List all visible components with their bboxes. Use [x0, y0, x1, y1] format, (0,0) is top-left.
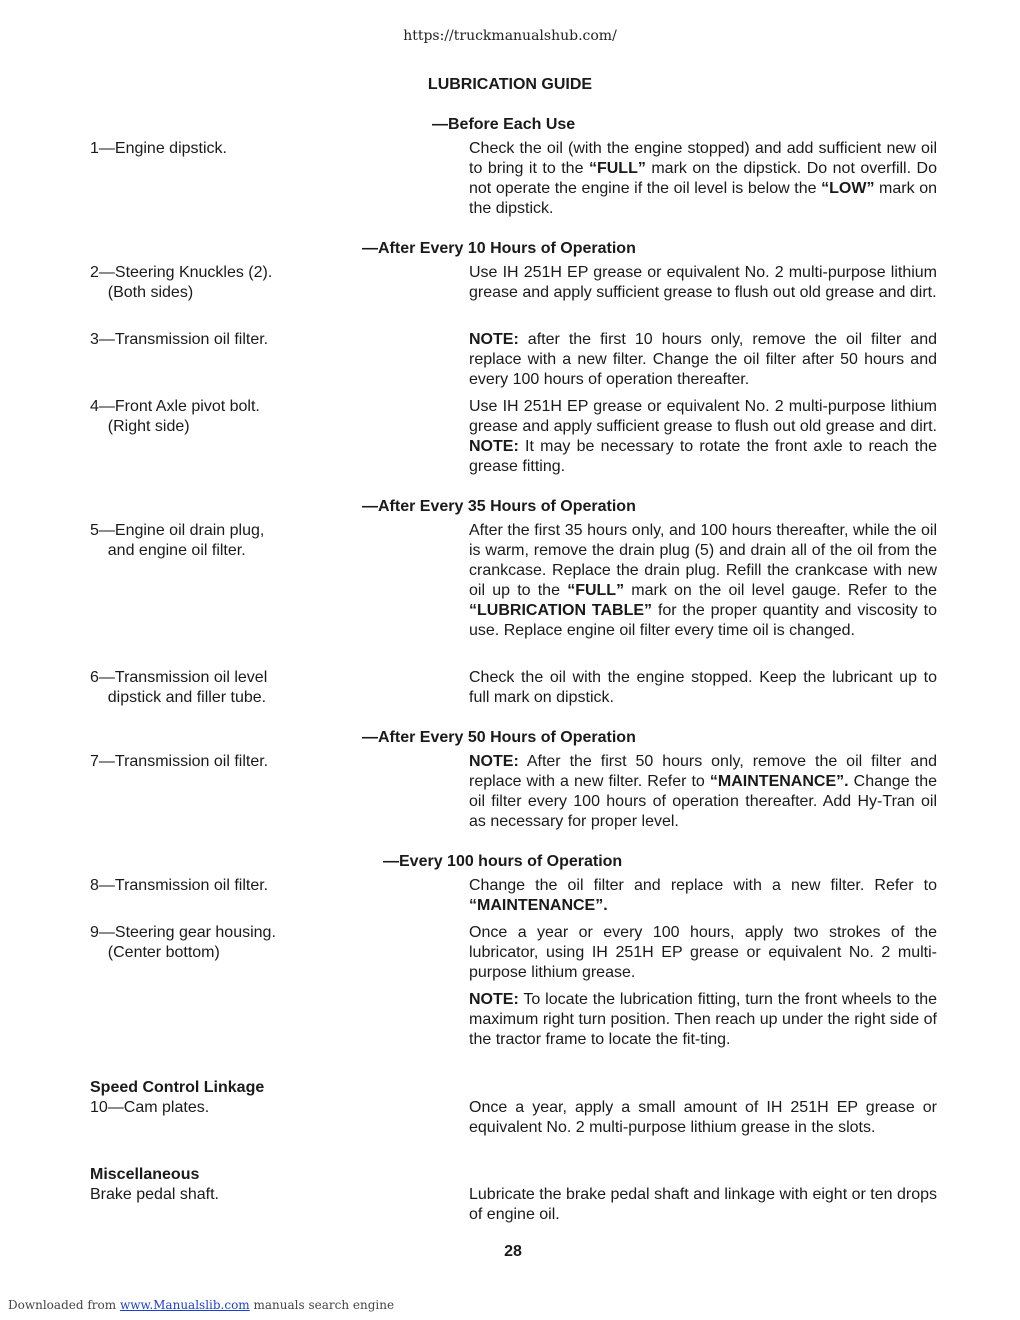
text-100-hours-filter: Change the oil filter and replace with a new filter. Refer to “MAINTENANCE”. [469, 877, 937, 914]
label-transmission-filter-3: 8—Transmission oil filter. [90, 877, 269, 894]
heading-speed-control: Speed Control Linkage [90, 1079, 265, 1096]
section-50-hours: —After Every 50 Hours of Operation [362, 729, 636, 746]
label-engine-oil-drain: 5—Engine oil drain plug, and engine oil filter. [90, 522, 265, 559]
section-before-each-use: —Before Each Use [432, 116, 576, 133]
footer [8, 1298, 394, 1312]
page-title: LUBRICATION GUIDE [427, 76, 593, 93]
text-front-axle: Use IH 251H EP grease or equivalent No. 2 multi-purpose lithium grease and apply sufficient grease to flush out old grease and dirt. NOTE: It may be necessary to rotate the front axle to reach the grease fitting. [469, 398, 937, 475]
page-number: 28 [504, 1243, 522, 1260]
section-100-hours: —Every 100 hours of Operation [383, 853, 623, 870]
footer-suffix: manuals search engine [249, 1298, 395, 1312]
section-35-hours: —After Every 35 Hours of Operation [362, 498, 636, 515]
label-engine-dipstick: 1—Engine dipstick. [90, 140, 227, 157]
text-steering-gear: Once a year or every 100 hours, apply two strokes of the lubricator, using IH 251H EP grease or equivalent No. 2 multi-purpose lithium grease. [469, 924, 937, 981]
footer-link[interactable]: www.Manualslib.com [119, 1298, 250, 1312]
text-cam-plates: Once a year, apply a small amount of IH 251H EP grease or equivalent No. 2 multi-purpose lithium grease in the slots. [469, 1099, 937, 1136]
section-10-hours: —After Every 10 Hours of Operation [362, 240, 636, 257]
text-50-hours: NOTE: After the first 50 hours only, remove the oil filter and replace with a new filter. Refer to “MAINTENANCE”. Change the oil filter every 100 hours of operation thereafter. Add Hy-Tran oil as necessary for proper level. [469, 753, 937, 830]
label-steering-gear: 9—Steering gear housing. (Center bottom) [90, 924, 276, 961]
label-brake-pedal: Brake pedal shaft. [90, 1186, 219, 1203]
text-transmission-filter-note: NOTE: after the first 10 hours only, remove the oil filter and replace with a new filter. Change the oil filter after 50 hours and every 100 hours of operation thereafter. [469, 331, 937, 388]
text-before-each-use: Check the oil (with the engine stopped) and add sufficient new oil to bring it to the “FULL” mark on the dipstick. Do not overfill. Do not operate the engine if the oil level is below the “LOW” mark on the dipstick. [469, 140, 937, 217]
label-transmission-filter-1: 3—Transmission oil filter. [90, 331, 269, 348]
text-brake-pedal: Lubricate the brake pedal shaft and linkage with eight or ten drops of engine oil. [469, 1186, 937, 1223]
label-transmission-filter-2: 7—Transmission oil filter. [90, 753, 269, 770]
footer-prefix: Downloaded from [8, 1298, 120, 1312]
text-transmission-dipstick: Check the oil with the engine stopped. Keep the lubricant up to full mark on dipstick. [469, 669, 937, 706]
label-front-axle-pivot: 4—Front Axle pivot bolt. (Right side) [90, 398, 260, 435]
text-steering-knuckles: Use IH 251H EP grease or equivalent No. 2 multi-purpose lithium grease and apply sufficient grease to flush out old grease and dirt. [469, 264, 937, 301]
header-url: https://truckmanualshub.com/ [403, 28, 617, 44]
heading-miscellaneous: Miscellaneous [90, 1166, 200, 1183]
label-steering-knuckles: 2—Steering Knuckles (2). (Both sides) [90, 264, 273, 301]
label-transmission-dipstick: 6—Transmission oil level dipstick and filler tube. [90, 669, 268, 706]
text-35-hours: After the first 35 hours only, and 100 hours thereafter, while the oil is warm, remove the drain plug (5) and drain all of the oil from the crankcase. Replace the drain plug. Refill the crankcase with new oil up to the “FULL” mark on the oil level gauge. Refer to the “LUBRICATION TABLE” for the proper quantity and viscosity to use. Replace engine oil filter every time oil is changed. [469, 522, 938, 639]
label-cam-plates: 10—Cam plates. [90, 1099, 210, 1116]
text-steering-gear-note: NOTE: To locate the lubrication fitting, turn the front wheels to the maximum right turn position. Then reach up under the right side of the tractor frame to locate the fit-ting. [469, 991, 937, 1048]
